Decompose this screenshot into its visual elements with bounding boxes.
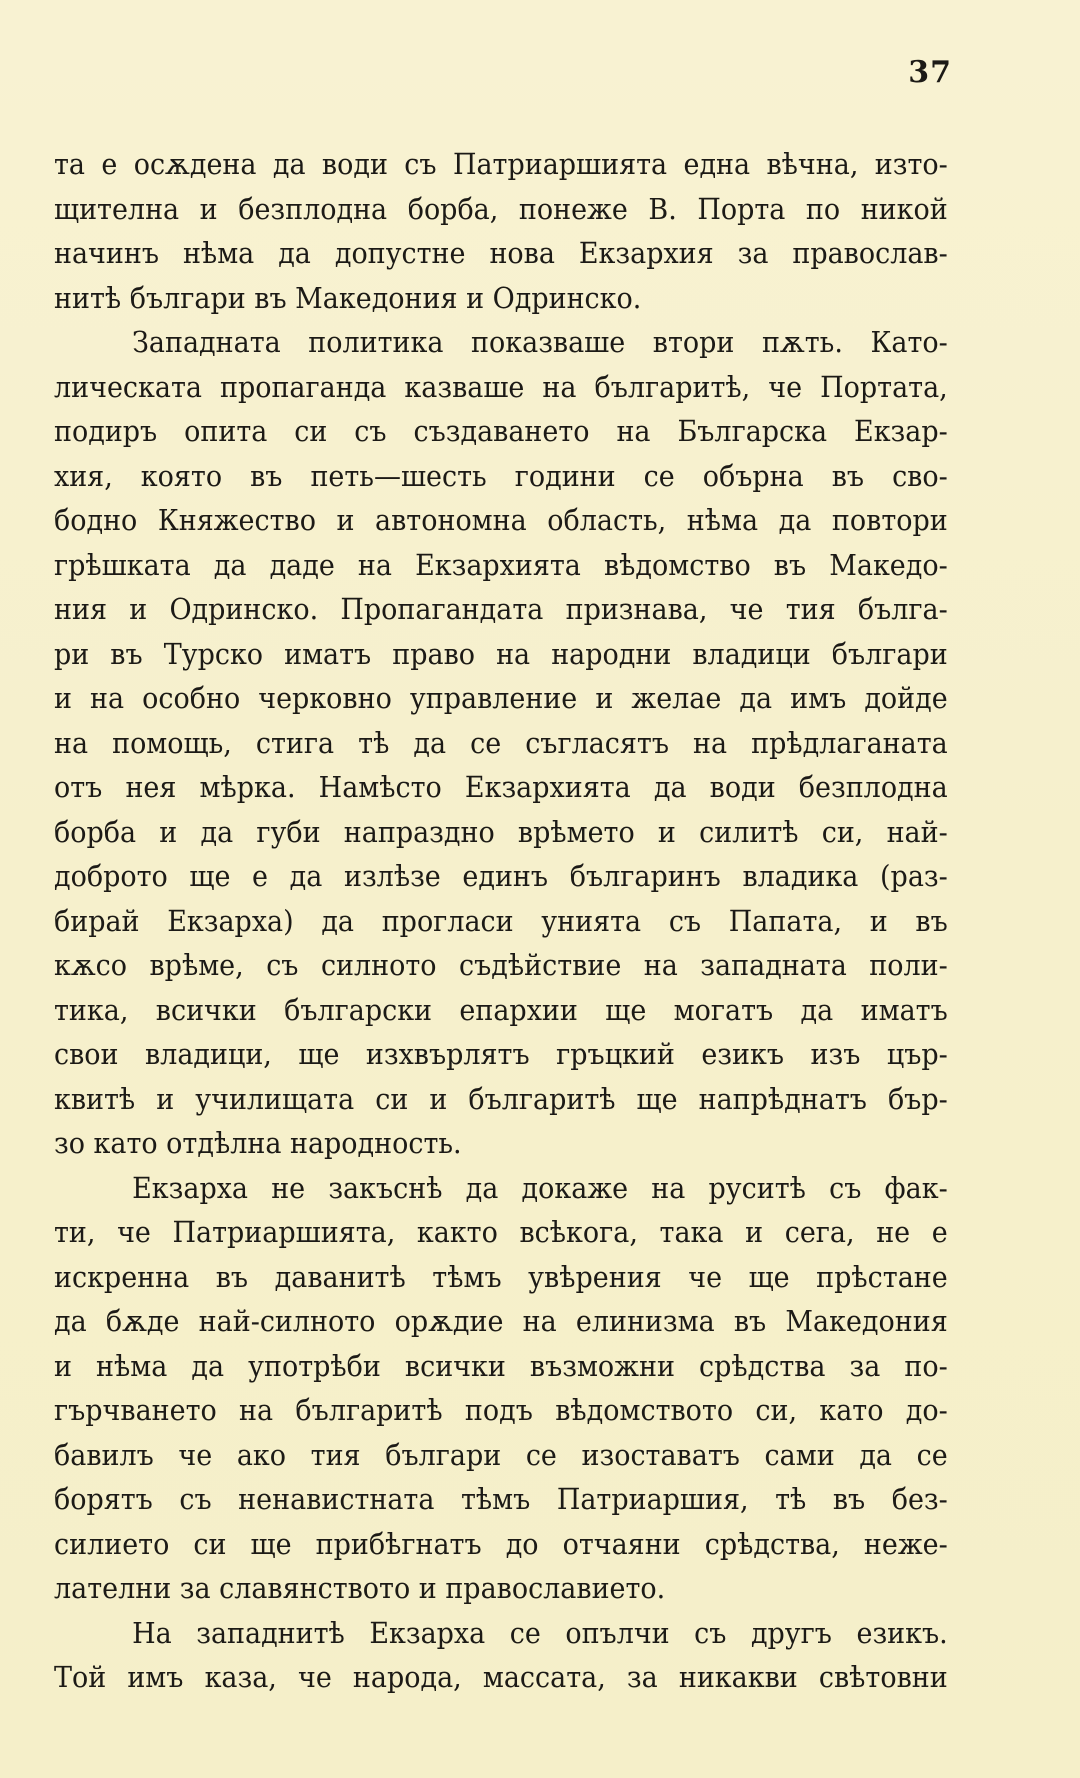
- text-line: на помощь, стига тѣ да се съгласятъ на прѣдлаганата: [54, 725, 948, 760]
- text-line: начинъ нѣма да допустне нова Екзархия за православ-: [54, 236, 948, 270]
- text-line: грѣшката да даде на Екзархията вѣдомство въ Македо-: [54, 547, 948, 582]
- text-line: бавилъ че ако тия българи се изоставатъ сами да се: [54, 1437, 948, 1472]
- text-line: На западнитѣ Екзарха се опълчи съ другъ езикъ.: [132, 1615, 948, 1650]
- text-line: тика, всички български епархии ще могатъ да иматъ: [54, 992, 948, 1027]
- text-line: Западната политика показваше втори пѫть. Като-: [132, 325, 948, 359]
- text-line: ния и Одринско. Пропагандата признава, че тия бълга-: [54, 592, 948, 626]
- text-line: кѫсо врѣме, съ силното съдѣйствие на западната поли-: [54, 948, 948, 982]
- text-line: подиръ опита си съ създаването на Българска Екзар-: [54, 414, 948, 448]
- text-line: борятъ съ ненавистната тѣмъ Патриаршия, тѣ въ без-: [54, 1482, 948, 1516]
- text-line: гърчването на българитѣ подъ вѣдомството си, като до-: [54, 1393, 948, 1427]
- text-line: Екзарха не закъснѣ да докаже на руситѣ съ фак-: [132, 1170, 948, 1205]
- text-line: свои владици, ще изхвърлятъ гръцкий езикъ изъ цър-: [54, 1037, 948, 1071]
- text-line: борба и да губи напраздно врѣмето и силитѣ си, най-: [54, 814, 948, 849]
- text-line: Той имъ каза, че народа, массата, за никакви свѣтовни: [54, 1660, 948, 1694]
- text-line: лическата пропаганда казваше на българитѣ, че Портата,: [54, 369, 948, 404]
- text-line: искренна въ даванитѣ тѣмъ увѣрения че ще прѣстане: [54, 1259, 948, 1294]
- text-line: щителна и безплодна борба, понеже В. Порта по никой: [54, 191, 948, 226]
- text-line: отъ нея мѣрка. Намѣсто Екзархията да води безплодна: [54, 770, 948, 804]
- text-line: хия, която въ петь—шесть години се обърна въ сво-: [54, 458, 948, 493]
- text-line: и на особно черковно управление и желае да имъ дойде: [54, 681, 948, 715]
- text-line: и нѣма да употрѣби всички възможни срѣдства за по-: [54, 1348, 948, 1383]
- text-line: квитѣ и училищата си и българитѣ ще напрѣднатъ бър-: [54, 1081, 948, 1116]
- text-line: бодно Княжество и автономна область, нѣма да повтори: [54, 503, 948, 537]
- text-line: лателни за славянството и православието.: [54, 1571, 666, 1605]
- text-line: силието си ще прибѣгнатъ до отчаяни срѣдства, неже-: [54, 1526, 948, 1561]
- text-line: доброто ще е да излѣзе единъ българинъ владика (раз-: [54, 859, 948, 893]
- text-line: нитѣ българи въ Македония и Одринско.: [54, 280, 642, 315]
- body-text: [54, 142, 948, 1700]
- text-line: ти, че Патриаршията, както всѣкога, така и сега, не е: [54, 1215, 948, 1249]
- text-line: бирай Екзарха) да прогласи унията съ Папата, и въ: [54, 903, 948, 938]
- text-line: ри въ Турско иматъ право на народни владици българи: [54, 636, 948, 671]
- text-line: зо като отдѣлна народность.: [54, 1126, 462, 1160]
- text-line: да бѫде най-силното орѫдие на елинизма въ Македония: [54, 1304, 948, 1338]
- page-number: 37: [908, 55, 952, 90]
- text-line: та е осѫдена да води съ Патриаршията една вѣчна, изто-: [54, 147, 948, 181]
